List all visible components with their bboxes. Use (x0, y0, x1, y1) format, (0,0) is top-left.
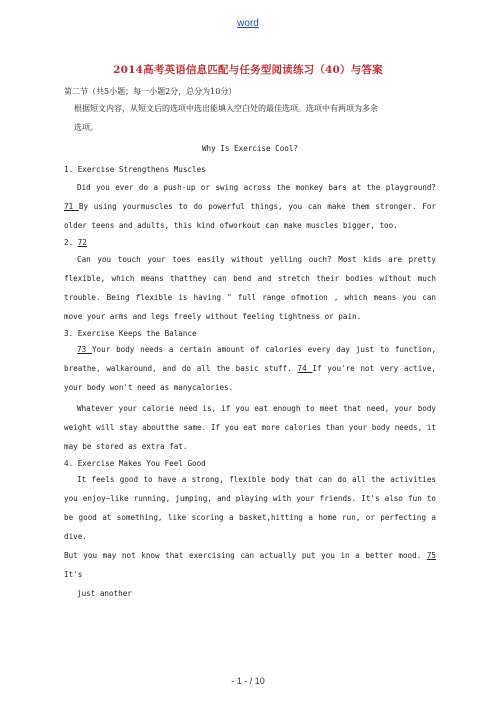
header-word-link[interactable]: word (237, 18, 259, 29)
paragraph-6-text-c: just another (77, 589, 132, 598)
section-heading: 第二节（共5小题；每一小题2分，总分为10分） (64, 87, 237, 96)
document-body (64, 86, 437, 603)
paragraph-1 (64, 178, 436, 235)
blank-73: 73 (77, 345, 92, 354)
blank-75: 75 (426, 551, 437, 560)
page-number: - 1 - / 10 (231, 676, 265, 686)
heading-2 (64, 237, 426, 248)
paragraph-1-text: Did you ever do a push-up or swing across the monkey bars at the playground? (77, 183, 436, 192)
passage-title: Why Is Exercise Cool? (201, 144, 298, 153)
paragraph-5 (64, 470, 436, 546)
paragraph-6 (64, 546, 436, 603)
paragraph-1-text-b: By using yourmuscles to do powerful things, you can make them stronger. For older teens and adults, this kind ofworkout can make muscles bigger, too. (64, 202, 436, 230)
blank-74: 74 (297, 364, 313, 373)
heading-2-number: 2. (64, 238, 74, 247)
paragraph-4 (64, 399, 436, 456)
paragraph-2 (64, 250, 436, 326)
instruction-line-1: 根据短文内容，从短文后的选项中选出能填入空白处的最佳选项。选项中有两项为多余 (74, 104, 378, 113)
heading-3: 3. Exercise Keeps the Balance (64, 329, 197, 338)
paragraph-3-text-b: If you're not very active, your body won't need as manycalories. (64, 364, 437, 392)
paragraph-4-text: Whatever your calorie need is, if you eat enough to meet that need, your body weight will stay aboutthe same. If you eat more calories than your body needs, it may be stored as extra fat. (64, 404, 436, 451)
heading-1: 1. Exercise Strengthens Muscles (64, 165, 206, 174)
page-title: 2014高考英语信息匹配与任务型阅读练习（40）与答案 (113, 64, 383, 76)
blank-72: 72 (77, 238, 87, 247)
paragraph-3-text-a: Your body needs a certain amount of calories every day just to function, breathe, walkaround, and do all the basic stuff. (64, 345, 437, 373)
paragraph-3 (64, 340, 436, 397)
instruction-line-2: 选项。 (74, 123, 98, 132)
heading-4: 4. Exercise Makes You Feel Good (64, 459, 206, 468)
paragraph-6-text-b: It's (64, 570, 83, 579)
paragraph-5-text: It feels good to have a strong, flexible body that can do all the activities you enjoy—like running, jumping, and playing with your friends. It's also fun to be good at something, like scoring a basket,hitting a home run, or perfecting a dive. (64, 475, 436, 541)
paragraph-2-text: Can you touch your toes easily without yelling ouch? Most kids are pretty flexible, which means thatthey can bend and stretch their bodies without much trouble. Being flexible is having " full range ofmotion , which means you can move your arms and legs freely without feeling tightness or pain. (64, 255, 436, 321)
paragraph-6-text: But you may not know that exercising can actually put you in a better mood. (64, 551, 422, 560)
blank-71: 71 (64, 202, 79, 211)
